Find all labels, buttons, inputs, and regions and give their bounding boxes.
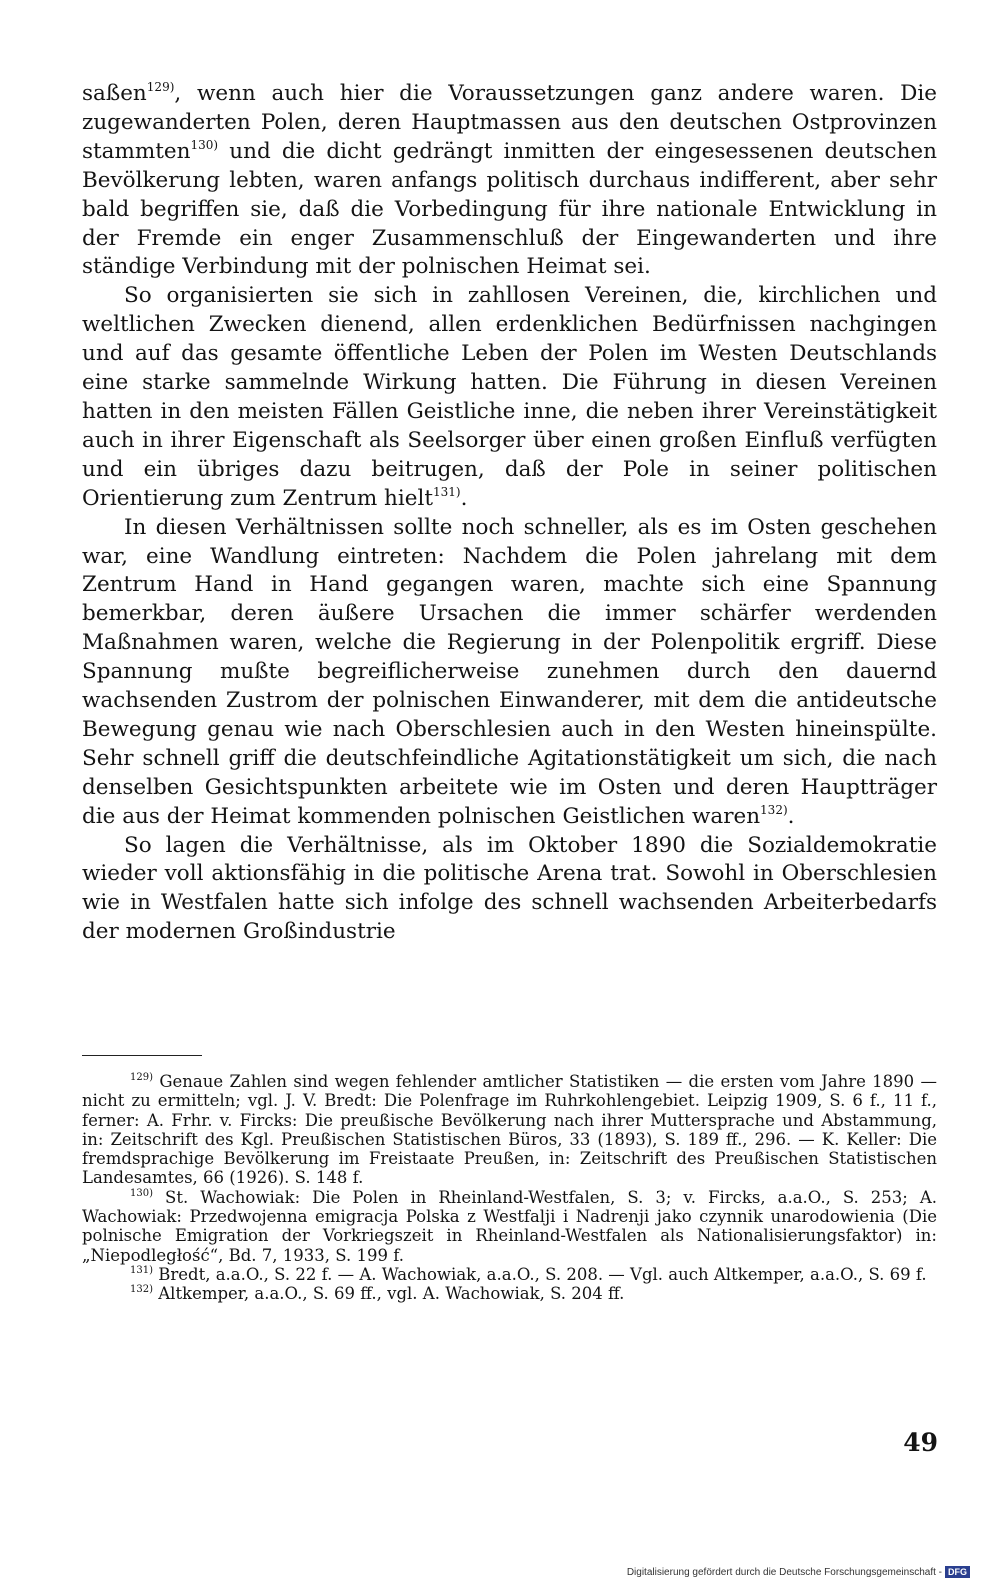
footnote-divider	[82, 1055, 202, 1056]
footnote-number: 131)	[130, 1264, 153, 1276]
digitization-credit	[627, 1566, 970, 1578]
paragraph-text: So lagen die Verhältnisse, als im Oktober 1890 die Sozialdemokratie wieder voll aktionsfähig in die politische Arena trat. Sowohl in Oberschlesien wie in Westfalen hatte sich infolge des schnell wachsenden Arbeiterbedarfs der modernen Großindustrie	[82, 832, 937, 945]
footnote-text: St. Wachowiak: Die Polen in Rheinland-Westfalen, S. 3; v. Fircks, a.a.O., S. 253; A. Wachowiak: Przedwojenna emigracja Polska z Westfalji i Nadrenji jako czynnik unarodowienia (Die polnische Emigration der Vorkriegszeit in Rheinland-Westfalen als Nationalisierungsfaktor) in: „Niepodległość“, Bd. 7, 1933, S. 199 f.	[82, 1187, 938, 1265]
paragraph-text: So organisierten sie sich in zahllosen Vereinen, die, kirchlichen und weltlichen Zwecken dienend, allen erdenklichen Bedürfnissen nachgingen und auf das gesamte öffentliche Leben der Polen im Westen Deutschlands eine starke sammelnde Wirkung hatten. Die Führung in diesen Vereinen hatten in den meisten Fällen Geistliche inne, die neben ihrer Vereinstätigkeit auch in ihrer Eigenschaft als Seelsorger über einen großen Einfluß verfügten und ein übriges dazu beitrugen, daß der Pole in seiner politischen Orientierung zum Zentrum hielt	[82, 283, 937, 511]
page-number: 49	[903, 1428, 938, 1457]
body-paragraph	[82, 80, 937, 282]
footnote-text: Bredt, a.a.O., S. 22 f. — A. Wachowiak, a.a.O., S. 208. — Vgl. auch Altkemper, a.a.O., S. 69 f.	[158, 1264, 927, 1284]
footnotes	[82, 1072, 937, 1304]
paragraph-text: .	[460, 485, 468, 511]
footnote-number: 130)	[130, 1187, 153, 1199]
paragraph-text: , wenn auch hier die Voraussetzungen ganz andere waren. Die zugewanderten Polen, deren Hauptmassen aus den deutschen Ostprovinzen stammten	[82, 81, 937, 164]
body-paragraph	[82, 514, 937, 832]
footnote-reference: 132)	[760, 802, 788, 817]
paragraph-text: saßen	[82, 81, 147, 106]
credit-text: Digitalisierung gefördert durch die Deutsche Forschungsgemeinschaft -	[626, 1567, 942, 1578]
footnote-text: Genaue Zahlen sind wegen fehlender amtlicher Statistiken — die ersten vom Jahre 1890 — nicht zu ermitteln; vgl. J. V. Bredt: Die Polenfrage im Ruhrkohlengebiet. Leipzig 1909, S. 6 f., 11 f., ferner: A. Frhr. v. Fircks: Die preußische Bevölkerung nach ihrer Muttersprache und Abstammung, in: Zeitschrift des Kgl. Preußischen Statistischen Büros, 33 (1893), S. 189 ff., 296. — K. Keller: Die fremdsprachige Bevölkerung im Freistaate Preußen, in: Zeitschrift des Preußischen Statistischen Landesamtes, 66 (1926). S. 148 f.	[82, 1072, 937, 1188]
main-text	[82, 80, 937, 947]
body-paragraph	[82, 282, 937, 513]
body-paragraph	[82, 832, 937, 948]
footnote	[82, 1265, 937, 1284]
footnote	[82, 1188, 937, 1265]
paragraph-text: und die dicht gedrängt inmitten der eingesessenen deutschen Bevölkerung lebten, waren anfangs politisch durchaus indifferent, aber sehr bald begriffen sie, daß die Vorbedingung für ihre nationale Entwicklung in der Fremde ein enger Zusammenschluß der Eingewanderten und ihre ständige Verbindung mit der polnischen Heimat sei.	[82, 138, 937, 280]
footnote	[82, 1072, 937, 1188]
footnote	[82, 1284, 937, 1303]
footnote-reference: 130)	[190, 137, 219, 152]
dfg-logo: DFG	[945, 1566, 970, 1578]
paragraph-text: .	[787, 803, 795, 829]
footnote-text: Altkemper, a.a.O., S. 69 ff., vgl. A. Wachowiak, S. 204 ff.	[158, 1284, 625, 1304]
footnote-number: 132)	[130, 1284, 153, 1296]
footnote-reference: 129)	[146, 80, 175, 94]
footnote-reference: 131)	[433, 484, 461, 499]
footnote-number: 129)	[130, 1072, 153, 1083]
paragraph-text: In diesen Verhältnissen sollte noch schneller, als es im Osten geschehen war, eine Wandlung eintreten: Nachdem die Polen jahrelang mit dem Zentrum Hand in Hand gegangen waren, machte sich eine Spannung bemerkbar, deren äußere Ursachen die immer schärfer werdenden Maßnahmen waren, welche die Regierung in der Polenpolitik ergriff. Diese Spannung mußte begreiflicherweise zunehmen durch den dauernd wachsenden Zustrom der polnischen Einwanderer, mit dem die antideutsche Bewegung genau wie nach Oberschlesien auch in den Westen hineinspülte. Sehr schnell griff die deutschfeindliche Agitationstätigkeit um sich, die nach denselben Gesichtspunkten arbeitete wie im Osten und deren Hauptträger die aus der Heimat kommenden polnischen Geistlichen waren	[82, 514, 937, 829]
